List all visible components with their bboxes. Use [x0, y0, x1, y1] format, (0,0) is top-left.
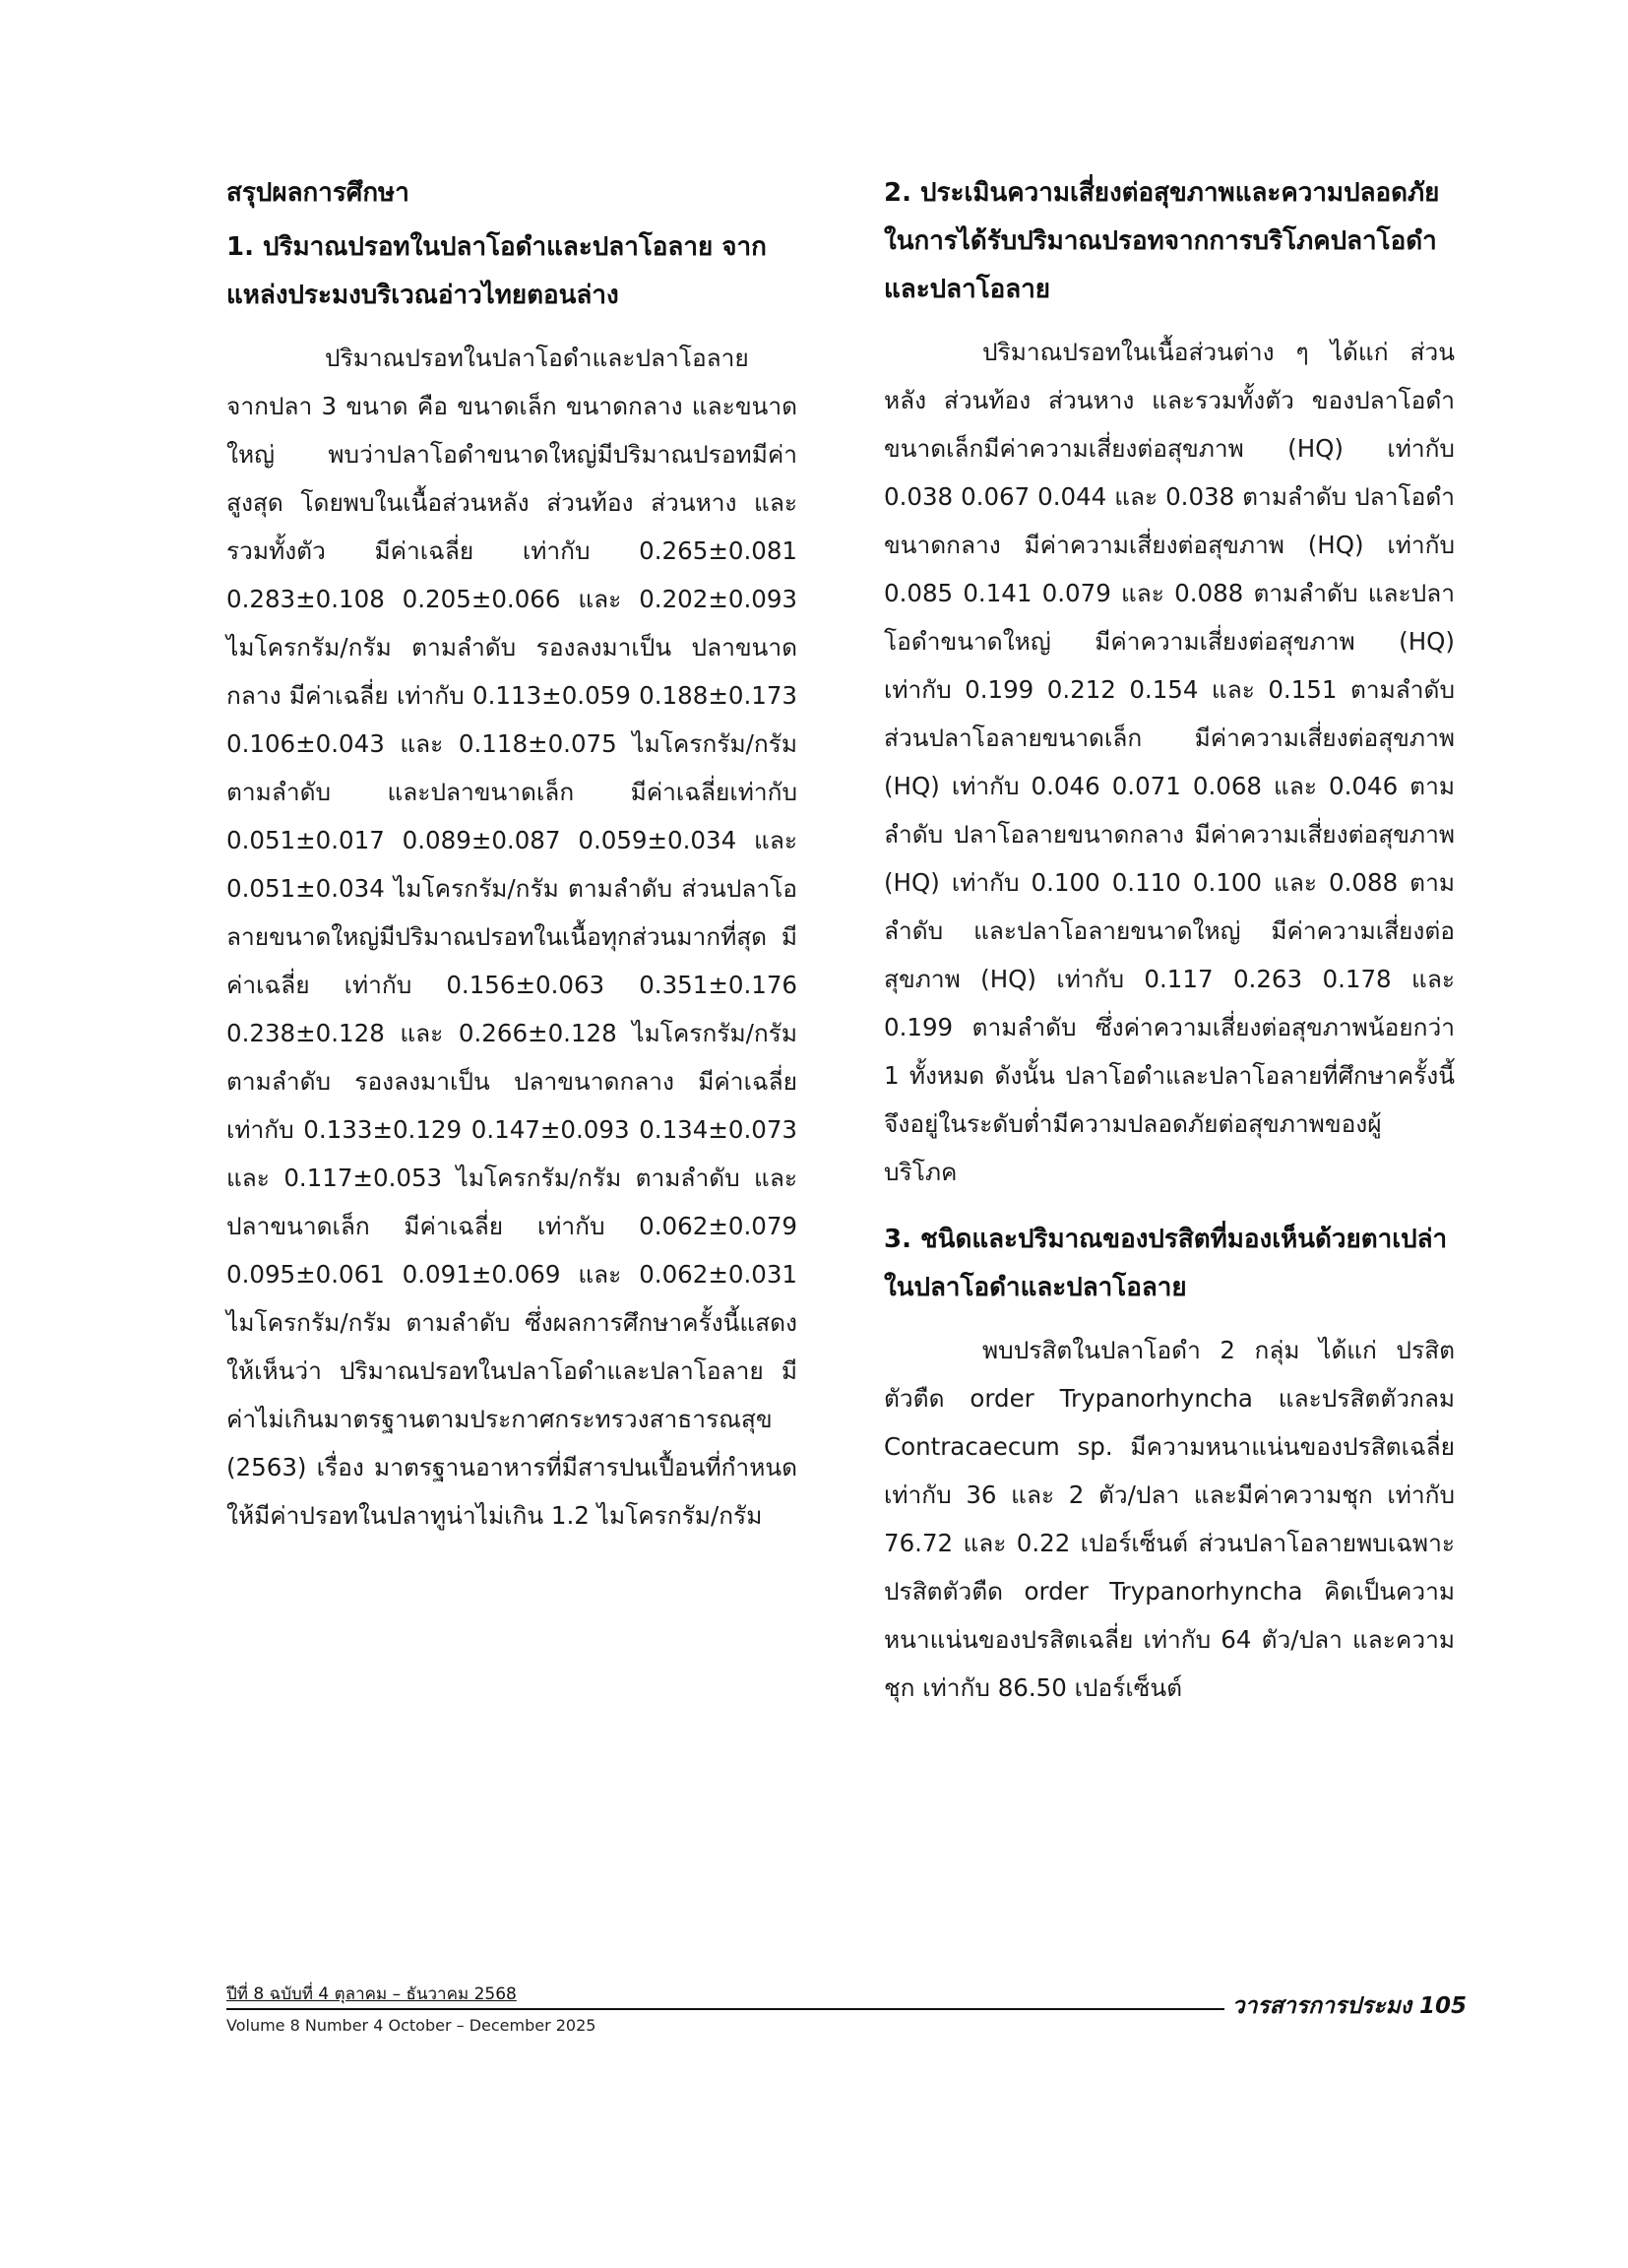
section2-paragraph: ปริมาณปรอทในเนื้อส่วนต่าง ๆ ได้แก่ ส่วนหลัง ส่วนท้อง ส่วนหาง และรวมทั้งตัว ของปลาโอดำขนาดเล็กมีค่าความเสี่ยงต่อสุขภาพ (HQ) เท่ากับ 0.038 0.067 0.044 และ 0.038 ตามลำดับ ปลาโอดำขนาดกลาง มีค่าความเสี่ยงต่อสุขภาพ (HQ) เท่ากับ 0.085 0.141 0.079 และ 0.088 ตามลำดับ และปลาโอดำขนาดใหญ่ มีค่าความเสี่ยงต่อสุขภาพ (HQ) เท่ากับ 0.199 0.212 0.154 และ 0.151 ตามลำดับ ส่วนปลาโอลายขนาดเล็ก มีค่าความเสี่ยงต่อสุขภาพ (HQ) เท่ากับ 0.046 0.071 0.068 และ 0.046 ตามลำดับ ปลาโอลายขนาดกลาง มีค่าความเสี่ยงต่อสุขภาพ (HQ) เท่ากับ 0.100 0.110 0.100 และ 0.088 ตามลำดับ และปลาโอลายขนาดใหญ่ มีค่าความเสี่ยงต่อสุขภาพ (HQ) เท่ากับ 0.117 0.263 0.178 และ 0.199 ตามลำดับ ซึ่งค่าความเสี่ยงต่อสุขภาพน้อยกว่า 1 ทั้งหมด ดังนั้น ปลาโอดำและปลาโอลายที่ศึกษาครั้งนี้จึงอยู่ในระดับต่ำมีความปลอดภัยต่อสุขภาพของผู้บริโภค	[884, 338, 1455, 1186]
section2-heading: 2. ประเมินความเสี่ยงต่อสุขภาพและความปลอดภัยในการได้รับปริมาณปรอทจากการบริโภคปลาโอดำและปลาโอลาย	[884, 178, 1440, 304]
footer-volume-english: Volume 8 Number 4 October – December 2025	[226, 2016, 596, 2035]
section3-heading: 3. ชนิดและปริมาณของปรสิตที่มองเห็นด้วยตาเปล่าในปลาโอดำและปลาโอลาย	[884, 1225, 1448, 1302]
section3-paragraph: พบปรสิตในปลาโอดำ 2 กลุ่ม ได้แก่ ปรสิตตัวตืด order Trypanorhyncha และปรสิตตัวกลม Contracaecum sp. มีความหนาแน่นของปรสิตเฉลี่ย เท่ากับ 36 และ 2 ตัว/ปลา และมีค่าความชุก เท่ากับ 76.72 และ 0.22 เปอร์เซ็นต์ ส่วนปลาโอลายพบเฉพาะปรสิตตัวตืด order Trypanorhyncha คิดเป็นความหนาแน่นของปรสิตเฉลี่ย เท่ากับ 64 ตัว/ปลา และความชุก เท่ากับ 86.50 เปอร์เซ็นต์	[884, 1336, 1455, 1702]
section1-paragraph: ปริมาณปรอทในปลาโอดำและปลาโอลาย จากปลา 3 ขนาด คือ ขนาดเล็ก ขนาดกลาง และขนาดใหญ่ พบว่าปลาโอดำขนาดใหญ่มีปริมาณปรอทมีค่าสูงสุด โดยพบในเนื้อส่วนหลัง ส่วนท้อง ส่วนหาง และรวมทั้งตัว มีค่าเฉลี่ย เท่ากับ 0.265±0.081 0.283±0.108 0.205±0.066 และ 0.202±0.093 ไมโครกรัม/กรัม ตามลำดับ รองลงมาเป็น ปลาขนาดกลาง มีค่าเฉลี่ย เท่ากับ 0.113±0.059 0.188±0.173 0.106±0.043 และ 0.118±0.075 ไมโครกรัม/กรัม ตามลำดับ และปลาขนาดเล็ก มีค่าเฉลี่ยเท่ากับ 0.051±0.017 0.089±0.087 0.059±0.034 และ 0.051±0.034 ไมโครกรัม/กรัม ตามลำดับ ส่วนปลาโอลายขนาดใหญ่มีปริมาณปรอทในเนื้อทุกส่วนมากที่สุด มีค่าเฉลี่ย เท่ากับ 0.156±0.063 0.351±0.176 0.238±0.128 และ 0.266±0.128 ไมโครกรัม/กรัม ตามลำดับ รองลงมาเป็น ปลาขนาดกลาง มีค่าเฉลี่ย เท่ากับ 0.133±0.129 0.147±0.093 0.134±0.073 และ 0.117±0.053 ไมโครกรัม/กรัม ตามลำดับ และปลาขนาดเล็ก มีค่าเฉลี่ย เท่ากับ 0.062±0.079 0.095±0.061 0.091±0.069 และ 0.062±0.031 ไมโครกรัม/กรัม ตามลำดับ ซึ่งผลการศึกษาครั้งนี้แสดงให้เห็นว่า ปริมาณปรอทในปลาโอดำและปลาโอลาย มีค่าไม่เกินมาตรฐานตามประกาศกระทรวงสาธารณสุข (2563) เรื่อง มาตรฐานอาหารที่มีสารปนเปื้อนที่กำหนดให้มีค่าปรอทในปลาทูน่าไม่เกิน 1.2 ไมโครกรัม/กรัม	[226, 344, 797, 1530]
left-column	[226, 169, 797, 1559]
right-column	[884, 169, 1455, 1732]
conclusion-heading: สรุปผลการศึกษา	[226, 178, 409, 208]
footer-journal-page: วารสารการประมง 105	[1224, 1988, 1467, 2024]
section1-heading: 1. ปริมาณปรอทในปลาโอดำและปลาโอลาย จากแหล่งประมงบริเวณอ่าวไทยตอนล่าง	[226, 232, 767, 310]
footer-issue-thai: ปีที่ 8 ฉบับที่ 4 ตุลาคม – ธันวาคม 2568	[226, 1984, 517, 2004]
